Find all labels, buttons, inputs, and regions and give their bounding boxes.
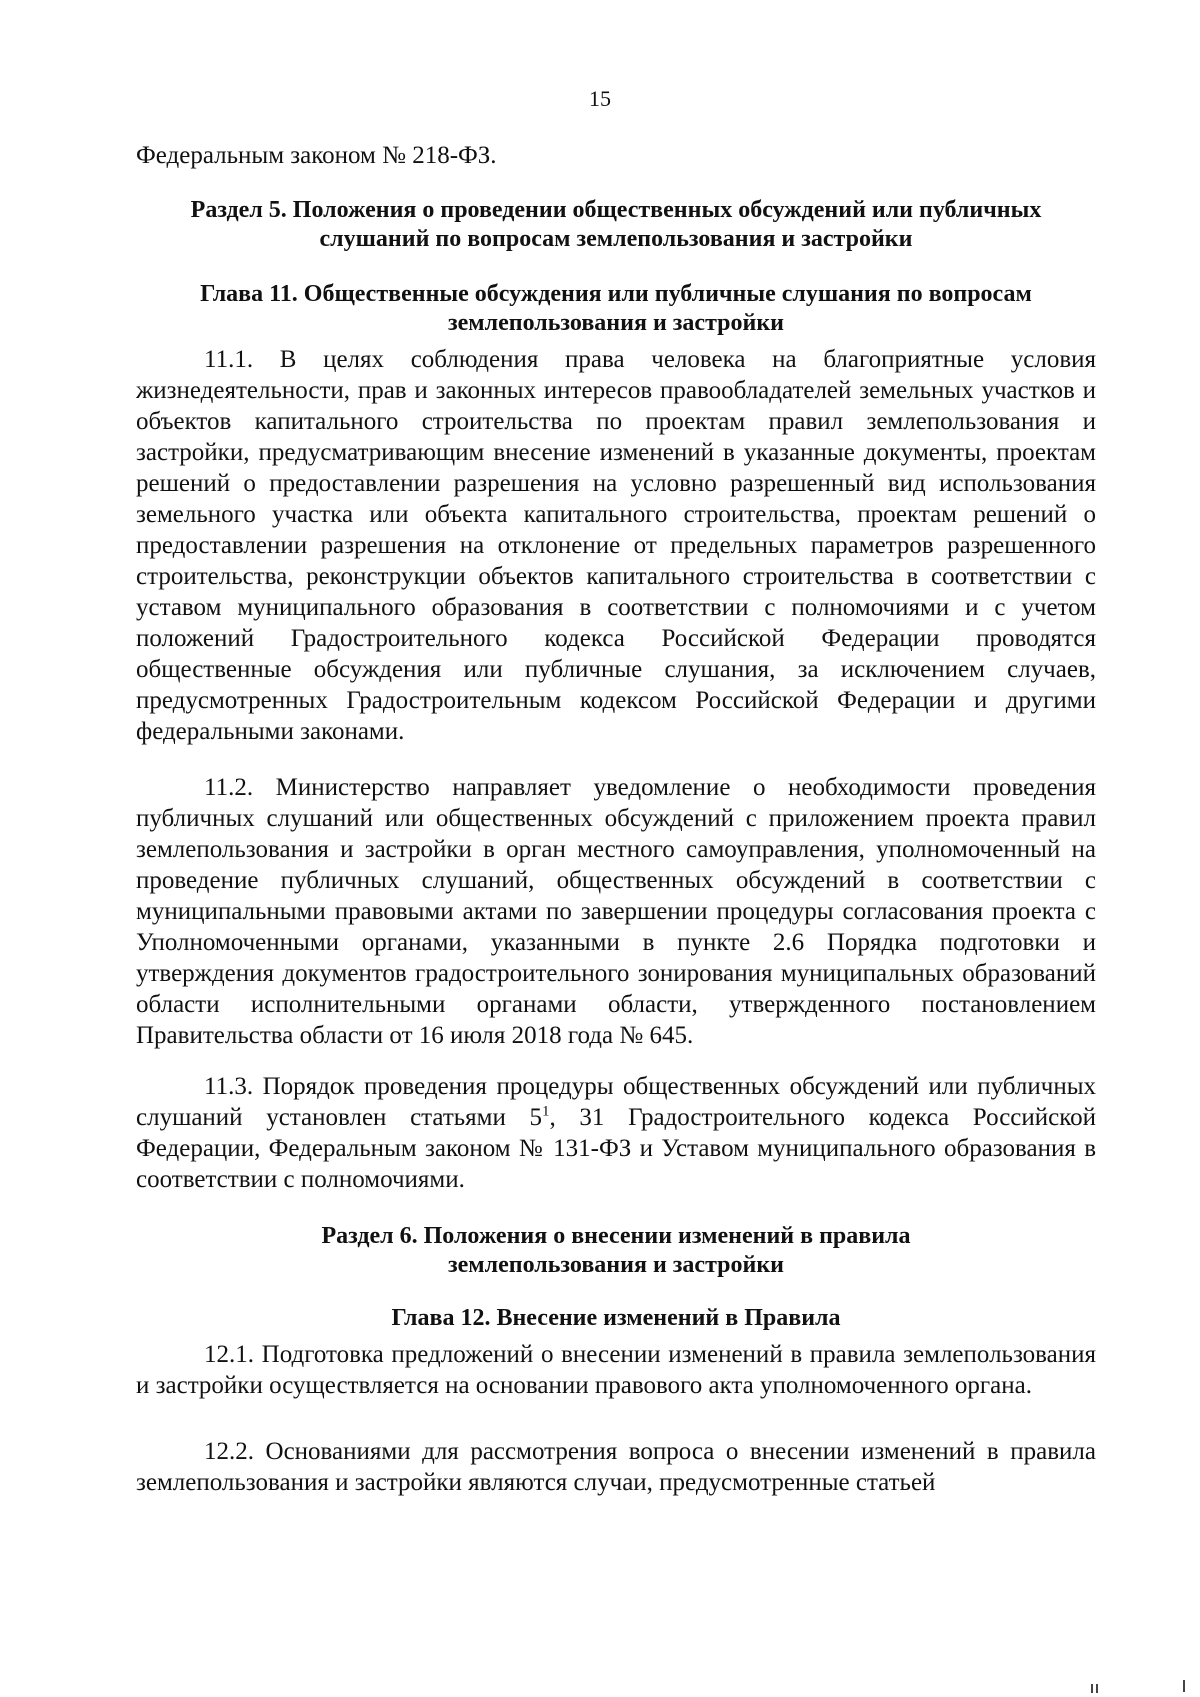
chapter-11-heading-line-1: Глава 11. Общественные обсуждения или публичные слушания по вопросам: [200, 281, 1032, 307]
paragraph-11-3-text-end: , 31 Градостроительного кодекса Российской Федерации, Федеральным законом № 131-ФЗ и Уставом муниципального образования в соответствии с полномочиями.: [136, 1104, 1096, 1193]
chapter-12-heading-line-1: Глава 12. Внесение изменений в Правила: [391, 1305, 841, 1331]
paragraph-11-2: 11.2. Министерство направляет уведомление о необходимости проведения публичных слушаний или общественных обсуждений с приложением проекта правил землепользования и застройки в орган местного самоуправления, уполномоченный на проведение публичных слушаний, общественных обсуждений в соответствии с муниципальными правовыми актами по завершении процедуры согласования проекта с Уполномоченными органами, указанными в пункте 2.6 Порядка подготовки и утверждения документов градостроительного зонирования муниципальных образований области исполнительными органами области, утвержденного постановлением Правительства области от 16 июля 2018 года № 645.: [136, 774, 1096, 1049]
paragraph-11-3: [136, 1071, 1096, 1195]
paragraph-11-3-superscript: 1: [542, 1103, 550, 1120]
section-6-heading-line-1: Раздел 6. Положения о внесении изменений в правила: [321, 1223, 911, 1249]
scan-mark: [1183, 1680, 1185, 1692]
paragraph-12-1: 12.1. Подготовка предложений о внесении изменений в правила землепользования и застройки осуществляется на основании правового акта уполномоченного органа.: [136, 1341, 1096, 1399]
section-6-heading-line-2: землепользования и застройки: [448, 1252, 784, 1278]
scan-mark: [1091, 1684, 1093, 1693]
section-6-heading: [136, 1222, 1096, 1280]
chapter-11-heading: [136, 280, 1096, 338]
scan-mark: [1096, 1684, 1098, 1693]
page-number: 15: [589, 86, 611, 111]
section-5-heading-line-1: Раздел 5. Положения о проведении общественных обсуждений или публичных: [190, 197, 1042, 223]
paragraph-11-3-text-start: 11.3. Порядок проведения процедуры общественных обсуждений или публичных слушаний установлен статьями 5: [136, 1073, 1096, 1131]
continuation-line: Федеральным законом № 218-ФЗ.: [136, 142, 497, 169]
paragraph-11-1: 11.1. В целях соблюдения права человека на благоприятные условия жизнедеятельности, прав и законных интересов правообладателей земельных участков и объектов капитального строительства по проектам правил землепользования и застройки, предусматривающим внесение изменений в указанные документы, проектам решений о предоставлении разрешения на условно разрешенный вид использования земельного участка или объекта капитального строительства, проектам решений о предоставлении разрешения на отклонение от предельных параметров разрешенного строительства, реконструкции объектов капитального строительства в соответствии с уставом муниципального образования в соответствии с полномочиями и с учетом положений Градостроительного кодекса Российской Федерации проводятся общественные обсуждения или публичные слушания, за исключением случаев, предусмотренных Градостроительным кодексом Российской Федерации и другими федеральными законами.: [136, 346, 1096, 745]
section-5-heading: [136, 196, 1096, 254]
paragraph-12-2: 12.2. Основаниями для рассмотрения вопроса о внесении изменений в правила землепользования и застройки являются случаи, предусмотренные статьей: [136, 1438, 1096, 1496]
chapter-11-heading-line-2: землепользования и застройки: [448, 310, 784, 336]
section-5-heading-line-2: слушаний по вопросам землепользования и застройки: [319, 226, 913, 252]
chapter-12-heading: [136, 1304, 1096, 1333]
